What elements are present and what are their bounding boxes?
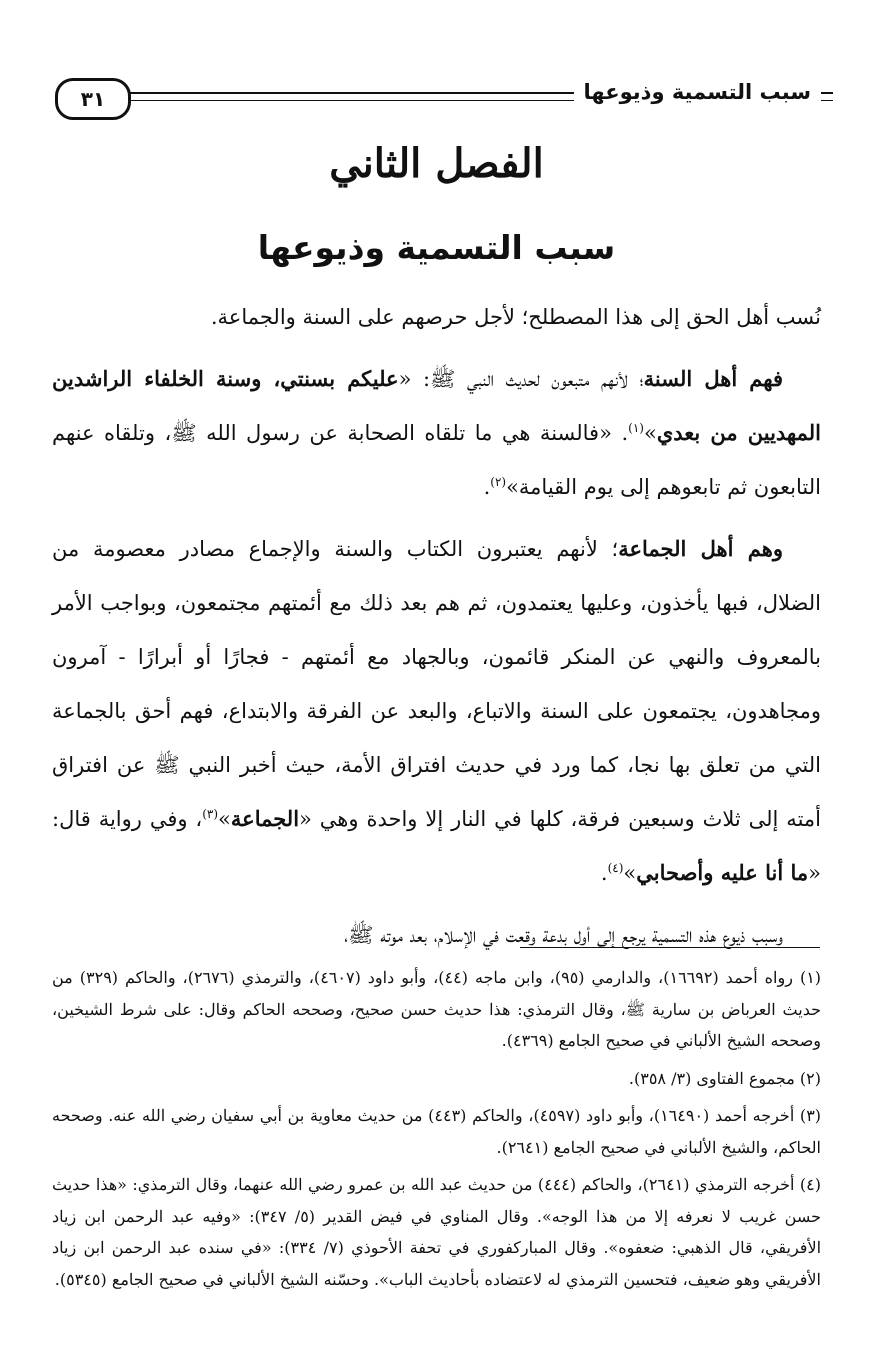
paragraph-3 <box>52 522 821 900</box>
running-title: سبب التسمية وذيوعها <box>574 80 821 104</box>
paragraph-3-text: ؛ لأنهم يعتبرون الكتاب والسنة والإجماع مصادر معصومة من الضلال، فبها يأخذون، وعليها يعتمدون، ثم هم بعد ذلك مع أئمتهم مجتمعون، وبواجب الأمر بالمعروف والنهي عن المنكر قائمون، وبالجهاد مع أئمتهم - فجارًا أو أبرارًا - آمرون ومجاهدون، يجتمعون على السنة والاتباع، والبعد عن الفرقة والابتداع، فهم أحق بالجماعة التي من تعلق بها نجا، كما ورد في حديث افتراق الأمة، حيث أخبر النبي ﷺ عن افتراق أمته إلى ثلاث وسبعين فرقة، كلها في النار إلا واحدة وهي « <box>52 537 821 831</box>
chapter-heading: الفصل الثاني <box>329 140 544 187</box>
body-text <box>52 290 821 970</box>
page-number: ٣١ <box>80 87 106 111</box>
quote-close-1: » <box>643 421 657 445</box>
section-heading: سبب التسمية وذيوعها <box>257 228 616 267</box>
jamaah-quote: الجماعة <box>230 806 300 831</box>
footnote-1: (١) رواه أحمد (١٦٦٩٢)، والدارمي (٩٥)، وابن ماجه (٤٤)، وأبو داود (٤٦٠٧)، والترمذي (٢٦٧٦)، والحاكم (٣٢٩) من حديث العرباض بن سارية ﷺ، وقال الترمذي: هذا حديث حسن صحيح، وصححه الحاكم وقال: على شرط الشيخين، وصححه الشيخ الألباني في صحيح الجامع (٤٣٦٩). <box>52 968 822 1050</box>
paragraph-1: نُسب أهل الحق إلى هذا المصطلح؛ لأجل حرصهم على السنة والجماعة. <box>210 305 821 329</box>
quote-close-3: » <box>623 861 637 885</box>
footnote-4: (٤) أخرجه الترمذي (٢٦٤١)، والحاكم (٤٤٤) من حديث عبد الله بن عمرو رضي الله عنهما، وقال الترمذي: «هذا حديث حسن غريب لا نعرفه إلا من هذا الوجه». وقال المناوي في فيض القدير (٥/ ٣٤٧): «وفيه عبد الرحمن ابن زياد الأفريقي، قال الذهبي: ضعفوه». وقال المباركفوري في تحفة الأحوذي (٧/ ٣٣٤): «في سنده عبد الرحمن ابن زياد الأفريقي وهو ضعيف، فتحسين الترمذي له لاعتضاده بأحاديث الباب». وحسّنه الشيخ الألباني في صحيح الجامع (٥٣٤٥). <box>52 1175 822 1289</box>
hadith-quote-1: عليكم بسنتي، وسنة الخلفاء الراشدين المهديين من بعدي <box>52 366 821 445</box>
paragraph-3-end: . <box>600 861 608 885</box>
footnote-3: (٣) أخرجه أحمد (١٦٤٩٠)، وأبو داود (٤٥٩٧)، والحاكم (٤٤٣) من حديث معاوية بن أبي سفيان رضي الله عنه. وصححه الحاكم، والشيخ الألباني في صحيح الجامع (٢٦٤١). <box>52 1106 822 1157</box>
paragraph-2-text-b: . «فالسنة هي ما تلقاه الصحابة عن رسول الله ﷺ، وتلقاه عنهم التابعون ثم تابعوهم إلى يوم القيامة» <box>52 421 821 499</box>
paragraph-2-end: . <box>483 475 491 499</box>
footnote-ref-4[interactable]: (٤) <box>607 861 624 875</box>
quote-close-2: » <box>218 807 231 831</box>
paragraph-3-text-b: ، وفي رواية قال: « <box>52 807 821 885</box>
ahl-jamaah-term: وهم أهل الجماعة <box>618 536 783 561</box>
footnote-ref-3[interactable]: (٣) <box>202 807 219 821</box>
footnotes <box>52 962 821 1301</box>
footnote-2: (٢) مجموع الفتاوى (٣/ ٣٥٨). <box>628 1068 821 1088</box>
page-number-badge <box>55 78 131 120</box>
paragraph-2 <box>52 352 821 514</box>
paragraph-2-text-a: ؛ لأنهم متبعون لحديث النبي ﷺ: « <box>398 367 644 391</box>
footnote-separator <box>520 947 820 948</box>
hadith-quote-2: ما أنا عليه وأصحابي <box>636 860 809 885</box>
footnote-ref-2[interactable]: (٢) <box>490 475 507 489</box>
ahl-sunnah-term: فهم أهل السنة <box>643 366 784 391</box>
footnote-ref-1[interactable]: (١) <box>628 421 644 435</box>
paragraph-4: وسبب ذيوع هذه التسمية يرجع إلى أول بدعة وقعت في الإسلام، بعد موته ﷺ، <box>344 923 783 947</box>
